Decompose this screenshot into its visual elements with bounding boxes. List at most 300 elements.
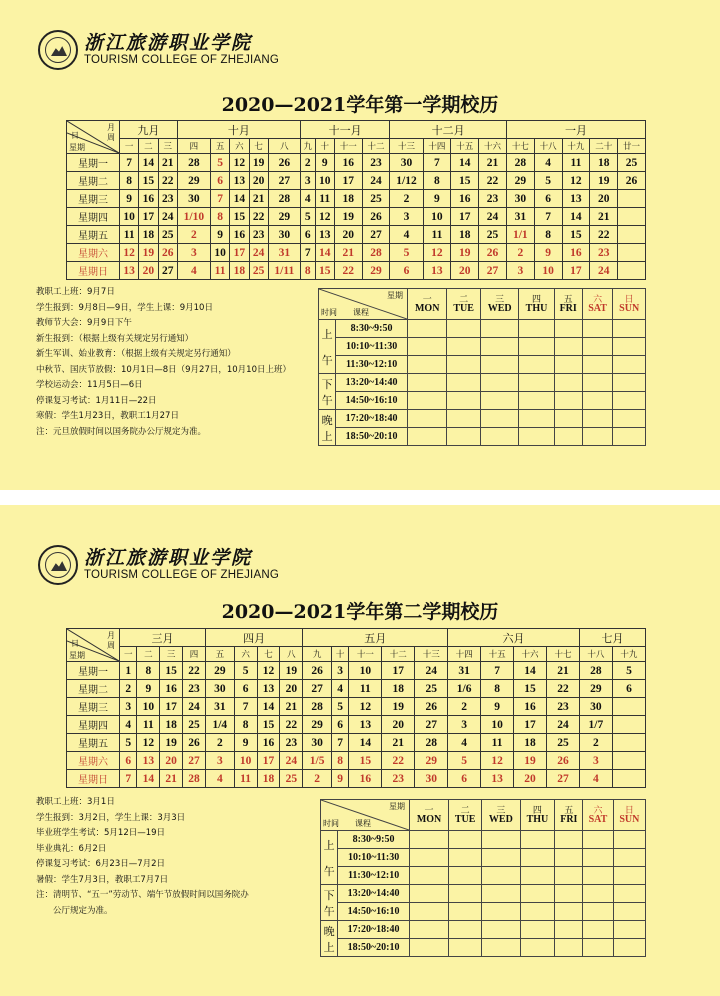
date-cell: 8 <box>331 752 348 770</box>
time-slot: 13:20~14:40 <box>336 374 408 392</box>
date-cell: 11 <box>234 770 257 788</box>
course-cell[interactable] <box>447 410 480 428</box>
course-cell[interactable] <box>482 867 520 885</box>
date-cell <box>612 716 645 734</box>
date-cell: 10 <box>534 262 562 280</box>
note-line: 暑假：学生7月3日，教职工7月7日 <box>36 874 169 885</box>
date-cell: 1 <box>120 662 137 680</box>
semester-1-card <box>0 0 720 490</box>
course-cell[interactable] <box>447 392 480 410</box>
course-cell[interactable] <box>410 867 449 885</box>
schedule-day-header <box>583 800 613 831</box>
date-cell: 23 <box>382 770 415 788</box>
course-cell[interactable] <box>582 374 613 392</box>
date-cell <box>612 698 645 716</box>
schedule-day-header <box>408 289 447 320</box>
date-cell: 13 <box>257 680 280 698</box>
course-cell[interactable] <box>410 885 449 903</box>
course-cell[interactable] <box>480 374 519 392</box>
schedule-day-cn: 日 <box>624 805 634 815</box>
date-cell: 25 <box>280 770 303 788</box>
date-cell: 26 <box>362 208 390 226</box>
note-line: 毕业班学生考试：5月12日—19日 <box>36 828 166 838</box>
date-cell: 3 <box>177 244 210 262</box>
month-label: 一月 <box>506 121 645 139</box>
course-cell[interactable] <box>408 356 447 374</box>
course-cell[interactable] <box>520 885 555 903</box>
weekday-row <box>67 226 646 244</box>
course-cell[interactable] <box>613 849 645 867</box>
date-cell: 7 <box>210 190 229 208</box>
date-cell: 25 <box>362 190 390 208</box>
date-cell: 17 <box>160 698 183 716</box>
week-label: 十五 <box>481 647 514 662</box>
week-label: 十九 <box>562 139 590 154</box>
school-logo <box>38 545 279 585</box>
date-cell: 11 <box>210 262 229 280</box>
date-cell: 16 <box>257 734 280 752</box>
course-cell[interactable] <box>583 849 613 867</box>
schedule-day-en: SUN <box>619 814 640 825</box>
course-cell[interactable] <box>582 338 613 356</box>
date-cell: 4 <box>205 770 234 788</box>
schedule-day-cn: 一 <box>424 805 434 815</box>
course-cell[interactable] <box>613 831 645 849</box>
course-cell[interactable] <box>583 867 613 885</box>
schedule-corner <box>321 800 410 831</box>
weekday-label: 星期四 <box>67 716 120 734</box>
date-cell: 27 <box>479 262 507 280</box>
course-cell[interactable] <box>408 374 447 392</box>
schedule-day-cn: 一 <box>422 294 432 304</box>
date-cell: 20 <box>590 190 618 208</box>
weekday-row <box>67 262 646 280</box>
period-label: 晚 <box>323 925 335 938</box>
course-cell[interactable] <box>555 867 583 885</box>
date-cell: 13 <box>315 226 334 244</box>
week-label: 十三 <box>415 647 448 662</box>
time-slot: 8:30~9:50 <box>336 320 408 338</box>
date-cell: 23 <box>590 244 618 262</box>
period-morning <box>319 320 336 374</box>
month-label: 六月 <box>448 629 580 647</box>
month-label: 七月 <box>579 629 645 647</box>
date-cell: 28 <box>303 698 332 716</box>
course-cell[interactable] <box>519 374 554 392</box>
date-cell: 16 <box>334 154 362 172</box>
date-cell: 1/4 <box>205 716 234 734</box>
date-cell: 23 <box>249 226 268 244</box>
course-cell[interactable] <box>613 392 646 410</box>
course-cell[interactable] <box>613 338 646 356</box>
course-cell[interactable] <box>520 831 555 849</box>
schedule-day-header <box>555 800 583 831</box>
date-cell: 10 <box>315 172 334 190</box>
week-header-row <box>67 139 646 154</box>
weekday-row <box>67 662 646 680</box>
course-cell[interactable] <box>613 867 645 885</box>
course-cell[interactable] <box>447 428 480 446</box>
school-name-en: TOURISM COLLEGE OF ZHEJIANG <box>84 568 279 581</box>
date-cell: 29 <box>506 172 534 190</box>
semester-2-title: 2020—2021学年第二学期校历 <box>221 601 499 623</box>
date-cell: 16 <box>514 698 547 716</box>
course-cell[interactable] <box>583 885 613 903</box>
date-cell: 6 <box>331 716 348 734</box>
month-header-row <box>67 629 646 647</box>
date-cell: 16 <box>160 680 183 698</box>
course-cell[interactable] <box>582 356 613 374</box>
course-cell[interactable] <box>520 867 555 885</box>
date-cell: 8 <box>210 208 229 226</box>
date-cell: 2 <box>448 698 481 716</box>
note-line: 新生军训、始业教育：（根据上级有关规定另行通知） <box>36 349 236 359</box>
course-cell[interactable] <box>480 428 519 446</box>
course-cell[interactable] <box>482 921 520 939</box>
course-cell[interactable] <box>582 320 613 338</box>
week-label: 三 <box>160 647 183 662</box>
course-cell[interactable] <box>555 903 583 921</box>
course-cell[interactable] <box>482 849 520 867</box>
course-cell[interactable] <box>554 374 582 392</box>
date-cell: 19 <box>590 172 618 190</box>
date-cell: 23 <box>280 734 303 752</box>
date-cell: 21 <box>249 190 268 208</box>
course-cell[interactable] <box>613 903 645 921</box>
week-label: 十七 <box>547 647 580 662</box>
course-cell[interactable] <box>447 356 480 374</box>
corner-label-month: 月 <box>107 123 115 132</box>
course-cell[interactable] <box>613 885 645 903</box>
month-label: 三月 <box>120 629 206 647</box>
course-cell[interactable] <box>555 921 583 939</box>
week-label: 廿一 <box>618 139 646 154</box>
course-cell[interactable] <box>520 903 555 921</box>
schedule-day-header <box>613 800 645 831</box>
weekday-row <box>67 208 646 226</box>
date-cell: 4 <box>579 770 612 788</box>
date-cell: 9 <box>331 770 348 788</box>
schedule-day-en: THU <box>526 814 549 825</box>
date-cell: 2 <box>205 734 234 752</box>
date-cell <box>618 262 646 280</box>
date-cell: 21 <box>382 734 415 752</box>
date-cell: 7 <box>120 770 137 788</box>
date-cell: 6 <box>234 680 257 698</box>
course-cell[interactable] <box>582 428 613 446</box>
date-cell: 21 <box>158 154 177 172</box>
schedule-day-header <box>482 800 520 831</box>
course-cell[interactable] <box>482 903 520 921</box>
course-cell[interactable] <box>613 428 646 446</box>
month-label: 四月 <box>205 629 302 647</box>
course-cell[interactable] <box>583 903 613 921</box>
course-cell[interactable] <box>519 356 554 374</box>
date-cell: 26 <box>183 734 206 752</box>
date-cell: 14 <box>137 770 160 788</box>
date-cell: 11 <box>349 680 382 698</box>
time-slot: 14:50~16:10 <box>338 903 410 921</box>
course-cell[interactable] <box>449 831 482 849</box>
date-cell: 11 <box>423 226 451 244</box>
week-label: 五 <box>210 139 229 154</box>
week-label: 九 <box>300 139 315 154</box>
course-cell[interactable] <box>519 320 554 338</box>
date-cell: 12 <box>562 172 590 190</box>
date-cell: 22 <box>158 172 177 190</box>
course-cell[interactable] <box>520 939 555 957</box>
date-cell: 1/6 <box>448 680 481 698</box>
time-slot: 11:30~12:10 <box>338 867 410 885</box>
schedule-day-cn: 五 <box>564 805 574 815</box>
course-cell[interactable] <box>447 338 480 356</box>
course-cell[interactable] <box>613 356 646 374</box>
date-cell: 22 <box>334 262 362 280</box>
date-cell: 18 <box>514 734 547 752</box>
course-cell[interactable] <box>520 921 555 939</box>
note-line: 寒假：学生1月23日，教职工1月27日 <box>36 411 179 421</box>
course-cell[interactable] <box>519 392 554 410</box>
course-cell[interactable] <box>449 867 482 885</box>
weekday-row <box>67 680 646 698</box>
course-cell[interactable] <box>613 921 645 939</box>
course-cell[interactable] <box>555 831 583 849</box>
course-cell[interactable] <box>554 338 582 356</box>
time-slot: 17:20~18:40 <box>338 921 410 939</box>
period-evening <box>319 410 336 446</box>
date-cell: 28 <box>268 190 300 208</box>
date-cell: 5 <box>234 662 257 680</box>
course-cell[interactable] <box>410 921 449 939</box>
date-cell: 4 <box>390 226 423 244</box>
course-cell[interactable] <box>480 410 519 428</box>
note-line: 教师节大会：9月9日下午 <box>36 318 132 328</box>
course-cell[interactable] <box>555 885 583 903</box>
school-name-cn: 浙江旅游职业学院 <box>84 32 253 54</box>
weekday-label: 星期四 <box>67 208 120 226</box>
date-cell: 2 <box>579 734 612 752</box>
course-cell[interactable] <box>519 338 554 356</box>
period-label: 午 <box>321 394 333 407</box>
course-cell[interactable] <box>480 338 519 356</box>
date-cell: 19 <box>334 208 362 226</box>
semester-2-schedule <box>320 799 646 957</box>
week-label: 二 <box>137 647 160 662</box>
course-cell[interactable] <box>410 939 449 957</box>
course-cell[interactable] <box>482 885 520 903</box>
date-cell: 21 <box>160 770 183 788</box>
week-label: 七 <box>249 139 268 154</box>
week-label: 十一 <box>349 647 382 662</box>
date-cell: 1/7 <box>579 716 612 734</box>
date-cell: 27 <box>415 716 448 734</box>
schedule-corner-time: 时间 <box>323 819 339 828</box>
course-cell[interactable] <box>449 939 482 957</box>
course-cell[interactable] <box>410 903 449 921</box>
date-cell: 22 <box>382 752 415 770</box>
date-cell: 28 <box>506 154 534 172</box>
date-cell: 13 <box>423 262 451 280</box>
course-cell[interactable] <box>449 903 482 921</box>
course-cell[interactable] <box>449 885 482 903</box>
date-cell: 24 <box>590 262 618 280</box>
schedule-header-row <box>319 289 646 320</box>
course-cell[interactable] <box>480 320 519 338</box>
date-cell: 6 <box>210 172 229 190</box>
date-cell: 7 <box>234 698 257 716</box>
week-label: 十四 <box>423 139 451 154</box>
date-cell: 27 <box>158 262 177 280</box>
course-cell[interactable] <box>408 428 447 446</box>
corner-label-day: 日 <box>71 131 79 140</box>
date-cell: 8 <box>137 662 160 680</box>
date-cell: 25 <box>183 716 206 734</box>
course-cell[interactable] <box>480 392 519 410</box>
date-cell: 29 <box>177 172 210 190</box>
date-cell: 24 <box>362 172 390 190</box>
weekday-label: 星期五 <box>67 226 120 244</box>
course-cell[interactable] <box>482 831 520 849</box>
date-cell: 4 <box>120 716 137 734</box>
date-cell: 10 <box>137 698 160 716</box>
course-cell[interactable] <box>519 428 554 446</box>
date-cell: 4 <box>177 262 210 280</box>
time-slot: 18:50~20:10 <box>338 939 410 957</box>
date-cell: 5 <box>331 698 348 716</box>
date-cell: 14 <box>562 208 590 226</box>
schedule-header-row <box>321 800 646 831</box>
course-cell[interactable] <box>410 849 449 867</box>
date-cell: 6 <box>612 680 645 698</box>
course-cell[interactable] <box>555 849 583 867</box>
schedule-day-en: THU <box>525 303 548 314</box>
date-cell: 10 <box>423 208 451 226</box>
course-cell[interactable] <box>449 921 482 939</box>
course-cell[interactable] <box>520 849 555 867</box>
date-cell <box>618 244 646 262</box>
date-cell: 4 <box>331 680 348 698</box>
date-cell: 16 <box>230 226 249 244</box>
date-cell: 10 <box>234 752 257 770</box>
period-label: 上 <box>321 430 333 443</box>
course-cell[interactable] <box>613 320 646 338</box>
week-label: 十九 <box>612 647 645 662</box>
course-cell[interactable] <box>554 320 582 338</box>
date-cell: 20 <box>280 680 303 698</box>
schedule-row <box>321 867 646 885</box>
weekday-label: 星期一 <box>67 662 120 680</box>
course-cell[interactable] <box>410 831 449 849</box>
date-cell: 7 <box>300 244 315 262</box>
course-cell[interactable] <box>408 338 447 356</box>
date-cell: 14 <box>315 244 334 262</box>
course-cell[interactable] <box>482 939 520 957</box>
course-cell[interactable] <box>583 921 613 939</box>
time-slot: 14:50~16:10 <box>336 392 408 410</box>
date-cell: 26 <box>415 698 448 716</box>
note-line: 教职工上班：9月7日 <box>36 287 115 297</box>
course-cell[interactable] <box>555 939 583 957</box>
date-cell: 19 <box>514 752 547 770</box>
course-cell[interactable] <box>583 939 613 957</box>
week-label: 二 <box>139 139 158 154</box>
date-cell: 4 <box>448 734 481 752</box>
course-cell[interactable] <box>519 410 554 428</box>
date-cell: 15 <box>514 680 547 698</box>
schedule-day-header <box>480 289 519 320</box>
date-cell: 31 <box>448 662 481 680</box>
schedule-day-en: WED <box>487 303 512 314</box>
course-cell[interactable] <box>480 356 519 374</box>
date-cell: 13 <box>137 752 160 770</box>
date-cell: 15 <box>230 208 249 226</box>
course-cell[interactable] <box>554 410 582 428</box>
date-cell: 15 <box>349 752 382 770</box>
period-label: 上 <box>323 839 335 852</box>
date-cell: 30 <box>177 190 210 208</box>
course-cell[interactable] <box>583 831 613 849</box>
course-cell[interactable] <box>582 410 613 428</box>
time-slot: 18:50~20:10 <box>336 428 408 446</box>
schedule-row <box>319 428 646 446</box>
week-label: 一 <box>120 139 139 154</box>
course-cell[interactable] <box>554 356 582 374</box>
course-cell[interactable] <box>613 939 645 957</box>
date-cell: 5 <box>390 244 423 262</box>
date-cell: 17 <box>382 662 415 680</box>
schedule-day-en: FRI <box>560 814 578 825</box>
school-seal-icon <box>38 30 78 70</box>
course-cell[interactable] <box>447 320 480 338</box>
week-label: 十 <box>315 139 334 154</box>
date-cell: 18 <box>160 716 183 734</box>
course-cell[interactable] <box>582 392 613 410</box>
date-cell <box>612 752 645 770</box>
course-cell[interactable] <box>554 392 582 410</box>
schedule-corner-time: 时间 <box>321 308 337 317</box>
date-cell: 29 <box>362 262 390 280</box>
date-cell: 9 <box>315 154 334 172</box>
course-cell[interactable] <box>447 374 480 392</box>
date-cell: 14 <box>257 698 280 716</box>
course-cell[interactable] <box>408 392 447 410</box>
course-cell[interactable] <box>613 374 646 392</box>
date-cell: 31 <box>506 208 534 226</box>
schedule-day-header <box>447 289 480 320</box>
date-cell: 10 <box>349 662 382 680</box>
date-cell: 21 <box>479 154 507 172</box>
date-cell: 24 <box>547 716 580 734</box>
date-cell: 26 <box>158 244 177 262</box>
school-name-en: TOURISM COLLEGE OF ZHEJIANG <box>84 53 279 66</box>
course-cell[interactable] <box>449 849 482 867</box>
date-cell: 15 <box>315 262 334 280</box>
date-cell: 12 <box>137 734 160 752</box>
course-cell[interactable] <box>554 428 582 446</box>
schedule-day-en: TUE <box>453 303 474 314</box>
course-cell[interactable] <box>613 410 646 428</box>
course-cell[interactable] <box>408 410 447 428</box>
date-cell: 9 <box>137 680 160 698</box>
date-cell: 21 <box>280 698 303 716</box>
date-cell: 6 <box>448 770 481 788</box>
date-cell: 17 <box>451 208 479 226</box>
schedule-day-header <box>554 289 582 320</box>
week-label: 六 <box>234 647 257 662</box>
schedule-row <box>319 320 646 338</box>
date-cell: 27 <box>547 770 580 788</box>
course-cell[interactable] <box>408 320 447 338</box>
